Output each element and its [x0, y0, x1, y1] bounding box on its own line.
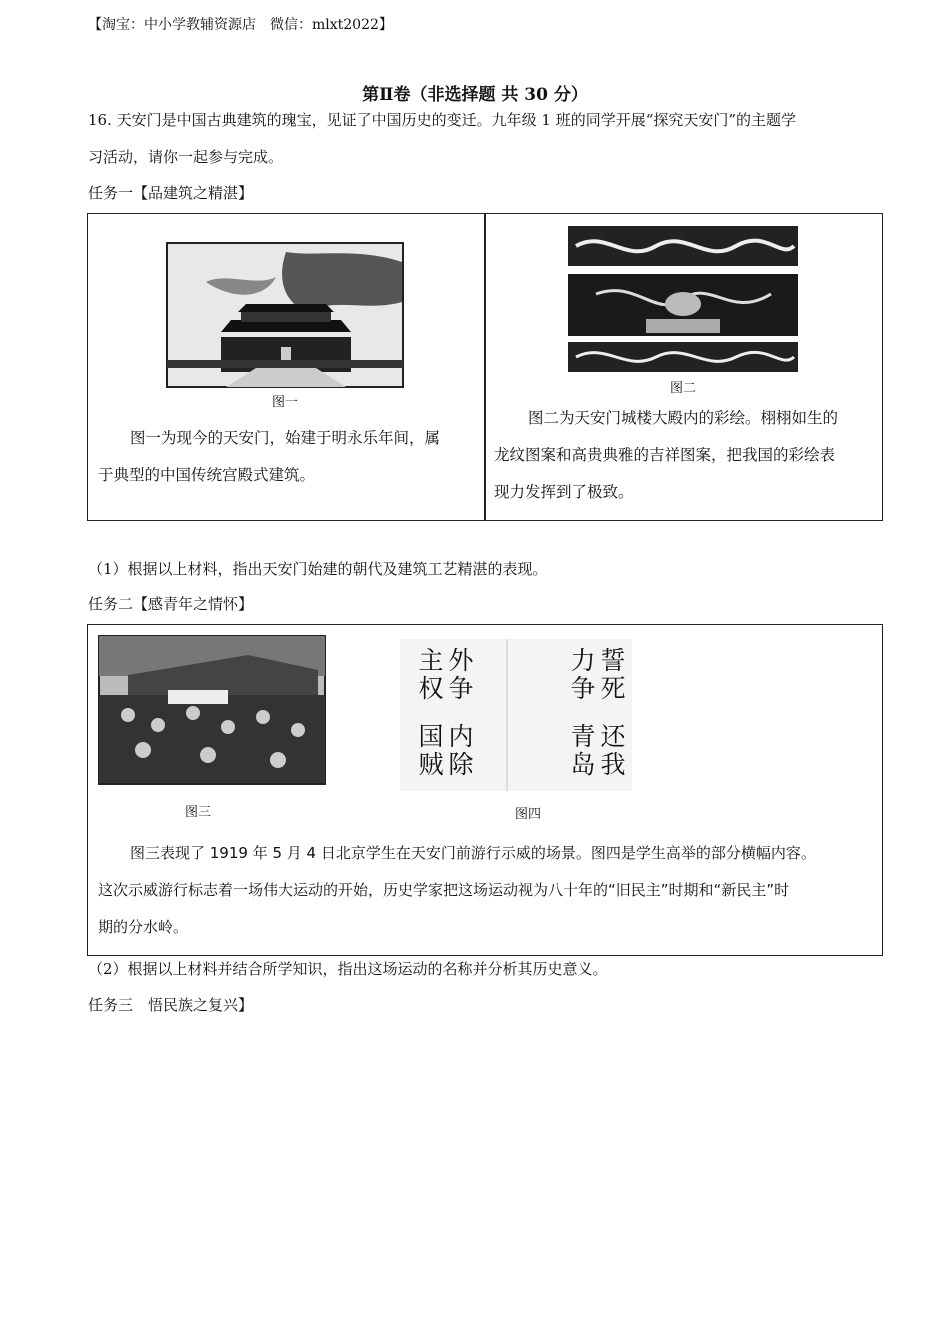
- banner-right: [566, 647, 626, 791]
- figure-1-desc-line: 图一为现今的天安门，始建于明永乐年间，属: [130, 429, 441, 447]
- may-fourth-protest-photo: [98, 635, 326, 785]
- task-2-desc-line: 这次示威游行标志着一场伟大运动的开始，历史学家把这场运动视为八十年的“旧民主”时期和“新民主”时: [98, 881, 790, 899]
- figure-2-desc-line: 现力发挥到了极致。: [494, 483, 634, 501]
- banner-left: [414, 647, 474, 791]
- task-3-title: 任务三 悟民族之复兴】: [88, 996, 254, 1014]
- question-16-line-2: 习活动，请你一起参与完成。: [88, 148, 284, 166]
- banner-text-line: 外争主权: [415, 647, 474, 703]
- painted-pattern-image: [566, 224, 800, 374]
- banner-text-line: 誓死力争: [567, 647, 626, 703]
- question-1: （1）根据以上材料，指出天安门始建的朝代及建筑工艺精湛的表现。: [88, 560, 548, 578]
- task-2-desc-line: 图三表现了 1919 年 5 月 4 日北京学生在天安门前游行示威的场景。图四是学生高举的部分横幅内容。: [130, 844, 816, 862]
- page-header: 【淘宝：中小学教辅资源店 微信：mlxt2022】: [88, 17, 393, 33]
- question-16-line-1: 16. 天安门是中国古典建筑的瑰宝，见证了中国历史的变迁。九年级 1 班的同学开展“探究天安门”的主题学: [88, 111, 797, 129]
- figure-4-caption: 图四: [514, 807, 541, 822]
- question-2: （2）根据以上材料并结合所学知识，指出这场运动的名称并分析其历史意义。: [88, 960, 608, 978]
- figures-3-4-description: [98, 835, 874, 946]
- task-1-material-table: [87, 213, 883, 521]
- banner-image: [400, 639, 632, 791]
- figure-1-description: [98, 420, 480, 494]
- task-2-desc-line: 期的分水岭。: [98, 918, 189, 936]
- figure-1-desc-line: 于典型的中国传统宫殿式建筑。: [98, 466, 316, 484]
- figure-2-caption: 图二: [669, 381, 696, 396]
- task-1-title: 任务一【品建筑之精湛】: [88, 184, 254, 202]
- figure-1-caption: 图一: [271, 395, 298, 410]
- banner-text-line: 内除国贼: [415, 723, 474, 779]
- banner-separator: [506, 639, 508, 791]
- figure-2-desc-line: 图二为天安门城楼大殿内的彩绘。栩栩如生的: [528, 409, 839, 427]
- banner-text-line: 还我青岛: [567, 723, 626, 779]
- task-2-material-table: [87, 624, 883, 956]
- task-2-title: 任务二【感青年之情怀】: [88, 595, 254, 613]
- figure-2-desc-line: 龙纹图案和高贵典雅的吉祥图案，把我国的彩绘表: [494, 446, 836, 464]
- figure-3-caption: 图三: [184, 805, 211, 820]
- section-title: 第Ⅱ卷（非选择题 共 30 分）: [362, 85, 588, 105]
- table-divider: [484, 214, 486, 520]
- tiananmen-photo: [166, 242, 404, 388]
- figure-2-description: [494, 400, 878, 511]
